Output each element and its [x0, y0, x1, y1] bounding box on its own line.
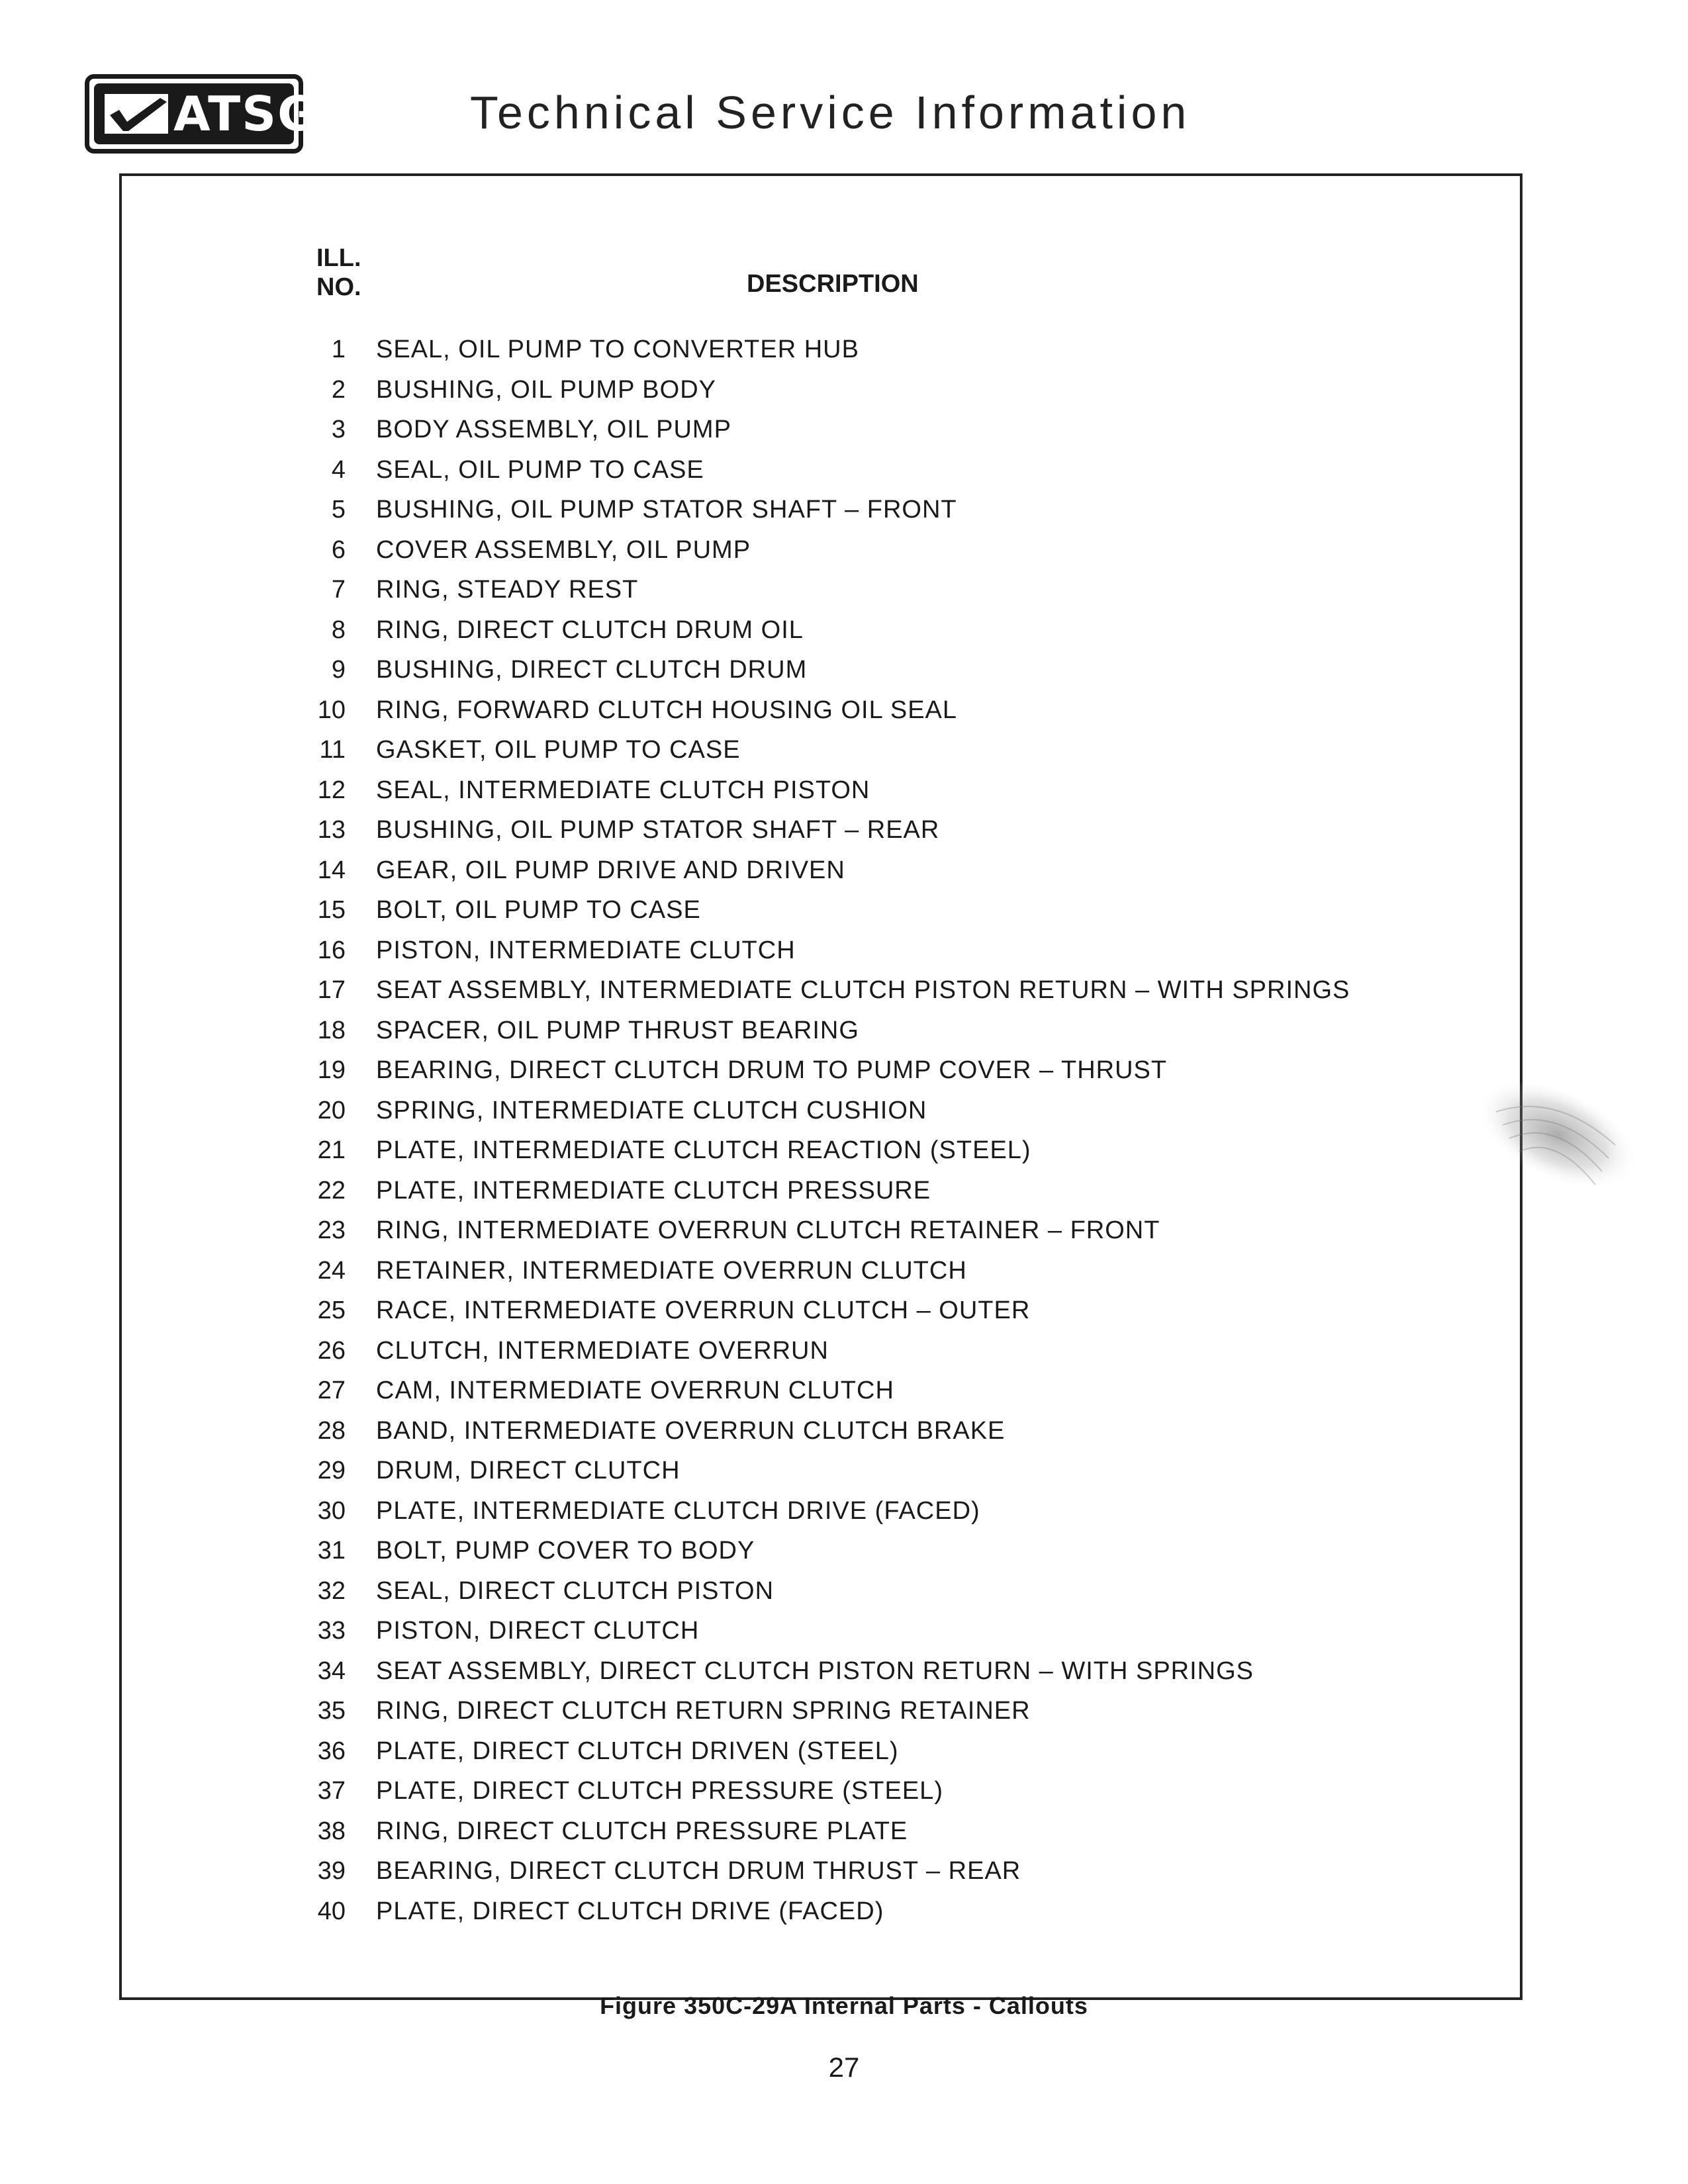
part-description: BOLT, OIL PUMP TO CASE [376, 896, 701, 924]
page-header-title: Technical Service Information [470, 87, 1191, 138]
ill-number: 17 [317, 976, 346, 1004]
table-row [291, 1291, 1417, 1331]
ill-number: 6 [331, 535, 346, 564]
table-row [291, 1811, 1417, 1852]
table-row [291, 1651, 1417, 1692]
part-description: CLUTCH, INTERMEDIATE OVERRUN [376, 1336, 829, 1365]
column-header-ill-no [316, 244, 361, 302]
part-description: PLATE, INTERMEDIATE CLUTCH REACTION (STEEL) [376, 1136, 1031, 1164]
part-description: SEAT ASSEMBLY, DIRECT CLUTCH PISTON RETURN – WITH SPRINGS [376, 1657, 1254, 1685]
ill-number: 33 [317, 1617, 346, 1645]
table-row [291, 1050, 1417, 1091]
part-description: BUSHING, OIL PUMP STATOR SHAFT – REAR [376, 816, 940, 844]
part-description: BAND, INTERMEDIATE OVERRUN CLUTCH BRAKE [376, 1416, 1006, 1445]
part-description: RING, DIRECT CLUTCH DRUM OIL [376, 615, 804, 644]
part-description: SEAT ASSEMBLY, INTERMEDIATE CLUTCH PISTON RETURN – WITH SPRINGS [376, 976, 1350, 1004]
table-row [291, 570, 1417, 610]
table-row [291, 1331, 1417, 1371]
ill-number: 13 [317, 816, 346, 844]
ill-number: 14 [317, 856, 346, 884]
ill-number: 26 [317, 1336, 346, 1365]
table-row [291, 850, 1417, 891]
ill-number: 2 [331, 375, 346, 404]
table-row [291, 370, 1417, 410]
table-row [291, 450, 1417, 490]
table-row [291, 1731, 1417, 1772]
part-description: GEAR, OIL PUMP DRIVE AND DRIVEN [376, 856, 845, 884]
ill-number: 11 [319, 736, 346, 764]
table-row [291, 1611, 1417, 1651]
ill-number: 15 [317, 896, 346, 924]
part-description: BUSHING, OIL PUMP STATOR SHAFT – FRONT [376, 496, 957, 523]
ill-number: 20 [317, 1096, 346, 1124]
part-description: SEAL, OIL PUMP TO CASE [376, 455, 704, 484]
ill-number: 36 [317, 1737, 346, 1765]
ill-number: 21 [317, 1136, 346, 1164]
ill-number: 29 [317, 1457, 346, 1484]
part-description: RING, FORWARD CLUTCH HOUSING OIL SEAL [376, 696, 958, 724]
part-description: GASKET, OIL PUMP TO CASE [376, 736, 741, 764]
table-row [291, 770, 1417, 811]
part-description: PISTON, DIRECT CLUTCH [376, 1617, 700, 1645]
part-description: SEAL, DIRECT CLUTCH PISTON [376, 1576, 774, 1605]
table-row [291, 1171, 1417, 1211]
table-row [291, 690, 1417, 731]
checkmark-icon [103, 93, 169, 135]
part-description: COVER ASSEMBLY, OIL PUMP [376, 535, 751, 564]
part-description: BEARING, DIRECT CLUTCH DRUM TO PUMP COVER – THRUST [376, 1056, 1168, 1084]
table-row [291, 1691, 1417, 1731]
table-row [291, 1851, 1417, 1891]
ill-number: 3 [331, 416, 346, 443]
part-description: SEAL, OIL PUMP TO CONVERTER HUB [376, 336, 859, 363]
ill-number: 40 [317, 1897, 346, 1925]
ill-number: 30 [317, 1496, 346, 1525]
part-description: PLATE, INTERMEDIATE CLUTCH PRESSURE [376, 1176, 931, 1205]
table-row [291, 1531, 1417, 1571]
atsg-logo [85, 74, 318, 154]
table-row [291, 1251, 1417, 1291]
table-row [291, 1771, 1417, 1811]
ill-number: 32 [317, 1576, 346, 1605]
table-row [291, 530, 1417, 570]
ill-number: 28 [317, 1416, 346, 1445]
column-header-ill-line2: NO. [316, 273, 361, 301]
part-description: SPACER, OIL PUMP THRUST BEARING [376, 1016, 859, 1044]
table-row [291, 490, 1417, 530]
parts-list [291, 330, 1417, 1931]
logo-text: ATSG [173, 86, 318, 142]
ill-number: 12 [317, 776, 346, 804]
table-row [291, 1091, 1417, 1131]
ill-number: 37 [317, 1777, 346, 1805]
part-description: RING, DIRECT CLUTCH PRESSURE PLATE [376, 1817, 908, 1845]
part-description: RETAINER, INTERMEDIATE OVERRUN CLUTCH [376, 1256, 967, 1285]
ill-number: 4 [331, 455, 346, 484]
ill-number: 23 [317, 1216, 346, 1244]
ill-number: 34 [317, 1657, 346, 1685]
ill-number: 22 [317, 1176, 346, 1205]
table-row [291, 810, 1417, 850]
part-description: CAM, INTERMEDIATE OVERRUN CLUTCH [376, 1377, 894, 1404]
table-row [291, 1011, 1417, 1051]
part-description: RING, INTERMEDIATE OVERRUN CLUTCH RETAINER – FRONT [376, 1216, 1160, 1244]
part-description: PISTON, INTERMEDIATE CLUTCH [376, 936, 796, 964]
ill-number: 18 [317, 1016, 346, 1044]
part-description: SEAL, INTERMEDIATE CLUTCH PISTON [376, 776, 870, 804]
ill-number: 25 [317, 1297, 346, 1324]
ill-number: 10 [317, 696, 346, 724]
ill-number: 19 [317, 1056, 346, 1084]
table-row [291, 650, 1417, 690]
part-description: RING, STEADY REST [376, 576, 639, 604]
table-row [291, 1371, 1417, 1411]
page-number: 27 [828, 2052, 860, 2083]
table-row [291, 1130, 1417, 1171]
part-description: PLATE, DIRECT CLUTCH PRESSURE (STEEL) [376, 1777, 943, 1805]
fingerprint-smudge [1456, 1072, 1668, 1231]
part-description: SPRING, INTERMEDIATE CLUTCH CUSHION [376, 1096, 927, 1124]
part-description: BEARING, DIRECT CLUTCH DRUM THRUST – REAR [376, 1857, 1021, 1885]
part-description: BOLT, PUMP COVER TO BODY [376, 1537, 755, 1565]
table-row [291, 1891, 1417, 1932]
part-description: RACE, INTERMEDIATE OVERRUN CLUTCH – OUTER [376, 1297, 1031, 1324]
table-row [291, 970, 1417, 1011]
table-row [291, 330, 1417, 370]
part-description: RING, DIRECT CLUTCH RETURN SPRING RETAINER [376, 1697, 1031, 1725]
ill-number: 31 [317, 1537, 346, 1565]
ill-number: 5 [331, 496, 346, 523]
table-row [291, 1571, 1417, 1612]
table-row [291, 1491, 1417, 1531]
part-description: PLATE, DIRECT CLUTCH DRIVEN (STEEL) [376, 1737, 899, 1765]
logo-badge [94, 83, 318, 144]
table-row [291, 931, 1417, 971]
table-row [291, 410, 1417, 450]
part-description: PLATE, DIRECT CLUTCH DRIVE (FACED) [376, 1897, 884, 1925]
ill-number: 39 [317, 1857, 346, 1885]
ill-number: 1 [331, 336, 346, 363]
table-row [291, 610, 1417, 651]
ill-number: 35 [317, 1697, 346, 1725]
part-description: BUSHING, DIRECT CLUTCH DRUM [376, 656, 808, 684]
table-row [291, 1210, 1417, 1251]
ill-number: 38 [317, 1817, 346, 1845]
column-header-description: DESCRIPTION [747, 270, 919, 298]
ill-number: 24 [317, 1256, 346, 1285]
figure-caption: Figure 350C-29A Internal Parts - Callouts [600, 1992, 1088, 2019]
part-description: BUSHING, OIL PUMP BODY [376, 375, 716, 404]
part-description: DRUM, DIRECT CLUTCH [376, 1457, 680, 1484]
part-description: BODY ASSEMBLY, OIL PUMP [376, 416, 731, 443]
ill-number: 7 [331, 576, 346, 604]
ill-number: 16 [317, 936, 346, 964]
ill-number: 9 [331, 656, 346, 684]
column-header-ill-line1: ILL. [316, 244, 361, 272]
ill-number: 8 [331, 615, 346, 644]
table-row [291, 730, 1417, 770]
table-row [291, 890, 1417, 931]
table-row [291, 1411, 1417, 1451]
table-row [291, 1451, 1417, 1491]
ill-number: 27 [317, 1377, 346, 1404]
part-description: PLATE, INTERMEDIATE CLUTCH DRIVE (FACED) [376, 1496, 980, 1525]
